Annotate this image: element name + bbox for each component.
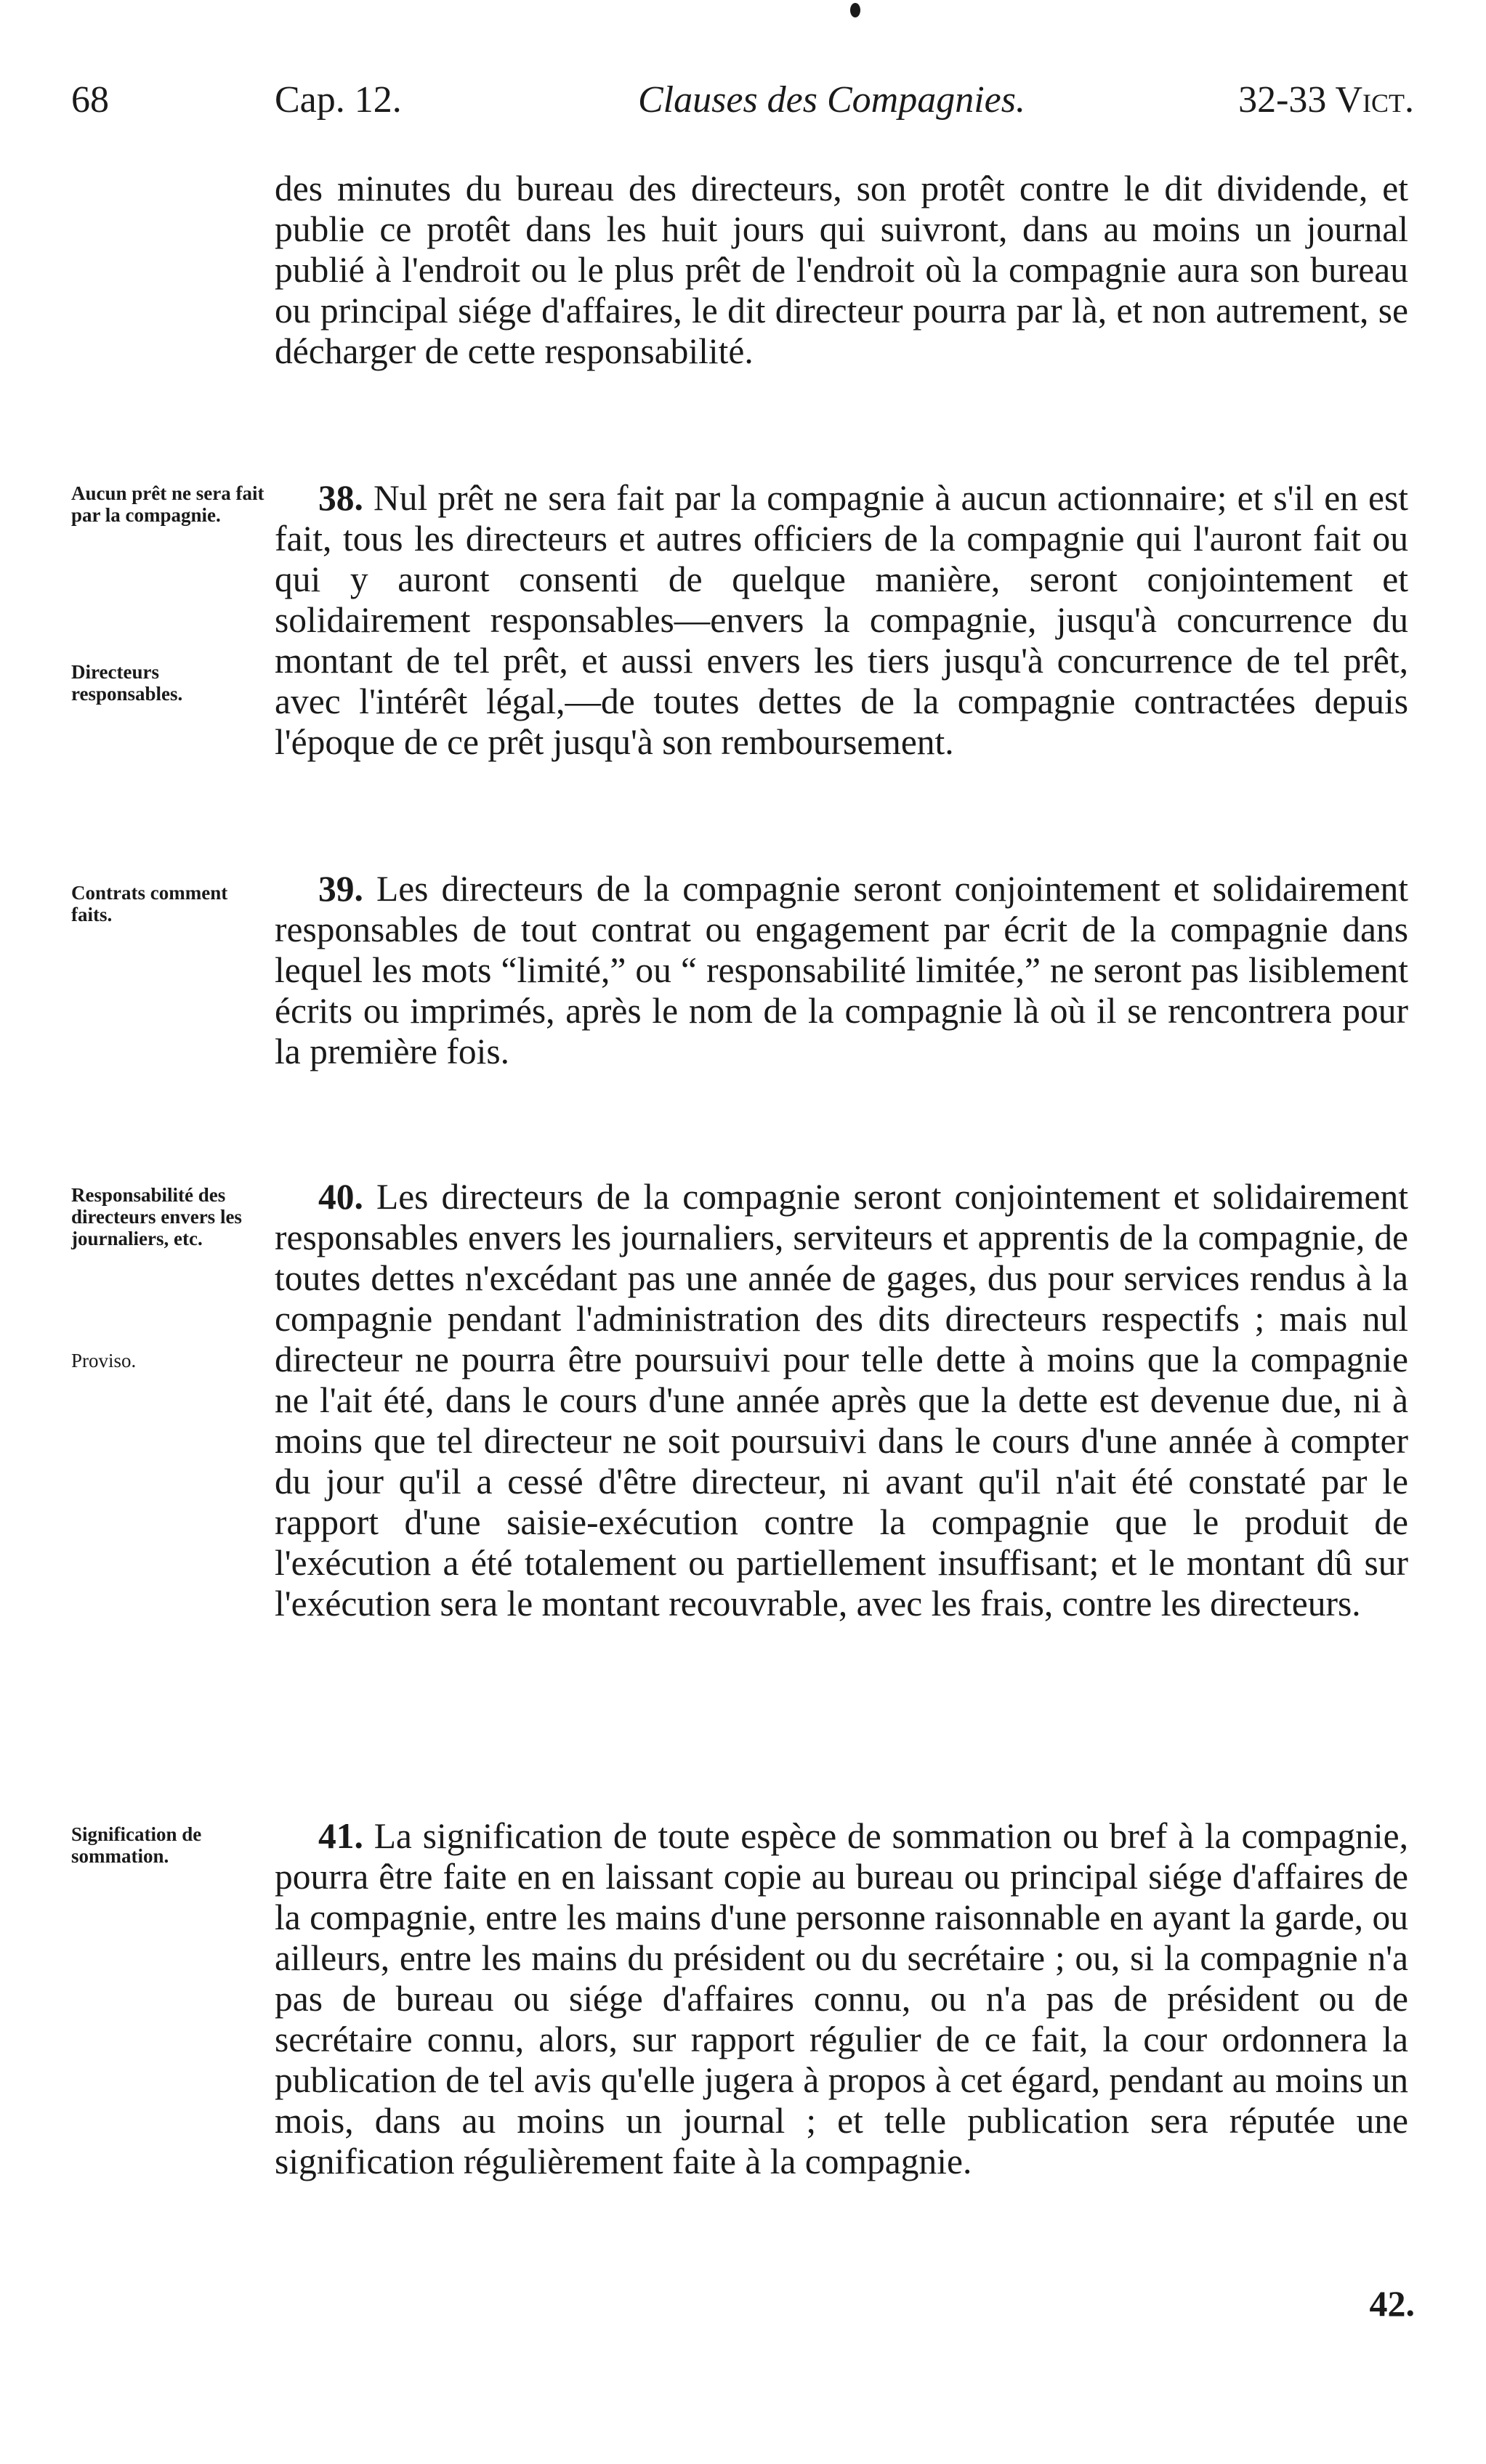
signature-mark: 42. — [1369, 2283, 1415, 2324]
section-number: 41. — [318, 1816, 363, 1856]
section-text: Les directeurs de la compagnie seront conjointement et solidairement responsables de tout contrat ou engagement par écrit de la compagnie dans lequel les mots “limité,” ou “ responsabilité limitée,” ne seront pas lisiblement écrits ou imprimés, après le nom de la compagnie là où il se rencontrera pour la première fois. — [275, 869, 1409, 1071]
section-number: 38. — [318, 478, 363, 518]
section-number: 40. — [318, 1177, 363, 1217]
section-40 — [275, 1177, 1408, 1624]
margin-note-contracts: Contrats comment faits. — [71, 882, 228, 925]
intro-text: des minutes du bureau des directeurs, son protêt contre le dit dividende, et publie ce protêt dans les huit jours qui suivront, dans au moins un journal publié à l'endroit ou le plus prêt de l'endroit où la compagnie aura son bureau ou principal siége d'affaires, le dit directeur pourra par là, et non autrement, se décharger de cette responsabilité. — [275, 169, 1408, 371]
regnal-year: 32-33 Vict. — [1238, 79, 1414, 121]
page-number: 68 — [71, 79, 109, 121]
section-text: Les directeurs de la compagnie seront conjointement et solidairement responsables envers les journaliers, serviteurs et apprentis de la compagnie, de toutes dettes n'excédant pas une année de gages, dus pour services rendus à la compagnie pendant l'administration des dits directeurs respectifs ; mais nul directeur ne pourra être poursuivi pour telle dette à moins que la compagnie ne l'ait été, dans le cours d'une année après que la dette est devenue due, ni à moins que tel directeur ne soit poursuivi dans le cours d'une année à compter du jour qu'il a cessé d'être directeur, ni avant qu'il n'ait été constaté par le rapport d'une saisie-exécution contre la compagnie que le produit de l'exécution a été totalement ou partiellement insuffisant; et le montant dû sur l'exécution sera le montant recouvrable, avec les frais, contre les directeurs. — [275, 1177, 1409, 1624]
margin-note-journaliers: Responsabilité des directeurs envers les journaliers, etc. — [71, 1184, 242, 1249]
section-number: 39. — [318, 869, 363, 909]
margin-note-signification: Signification de sommation. — [71, 1823, 202, 1867]
chapter-label: Cap. 12. — [275, 79, 402, 121]
margin-note-directors-responsible: Directeurs responsables. — [71, 661, 183, 705]
margin-note-proviso: Proviso. — [71, 1350, 137, 1371]
running-header — [71, 78, 1414, 137]
section-41 — [275, 1816, 1408, 2182]
section-39 — [275, 869, 1408, 1072]
ink-dot — [850, 3, 860, 17]
section-text: Nul prêt ne sera fait par la compagnie à aucun actionnaire; et s'il en est fait, tous les directeurs et autres officiers de la compagnie qui l'auront fait ou qui y auront consenti de quelque manière, seront conjointement et solidairement responsables—envers la compagnie, jusqu'à concurrence du montant de tel prêt, et aussi envers les tiers jusqu'à concurrence de tel prêt, avec l'intérêt légal,—de toutes dettes de la compagnie contractées depuis l'époque de ce prêt jusqu'à son remboursement. — [275, 478, 1409, 762]
margin-note-loan: Aucun prêt ne sera fait par la compagnie. — [71, 482, 265, 526]
section-text: La signification de toute espèce de sommation ou bref à la compagnie, pourra être faite en en laissant copie au bureau ou principal siége d'affaires de la compagnie, entre les mains d'une personne raisonnable en ayant la garde, ou ailleurs, entre les mains du président ou du secrétaire ; ou, si la compagnie n'a pas de bureau ou siége d'affaires connu, ou n'a pas de président ou de secrétaire connu, alors, sur rapport régulier de ce fait, la cour ordonnera la publication de tel avis qu'elle jugera à propos à cet égard, pendant au moins un mois, dans au moins un journal ; et telle publication sera réputée une signification régulièrement faite à la compagnie. — [275, 1816, 1408, 2181]
running-title: Clauses des Compagnies. — [638, 79, 1025, 121]
section-38 — [275, 478, 1408, 763]
intro-paragraph — [275, 169, 1408, 372]
